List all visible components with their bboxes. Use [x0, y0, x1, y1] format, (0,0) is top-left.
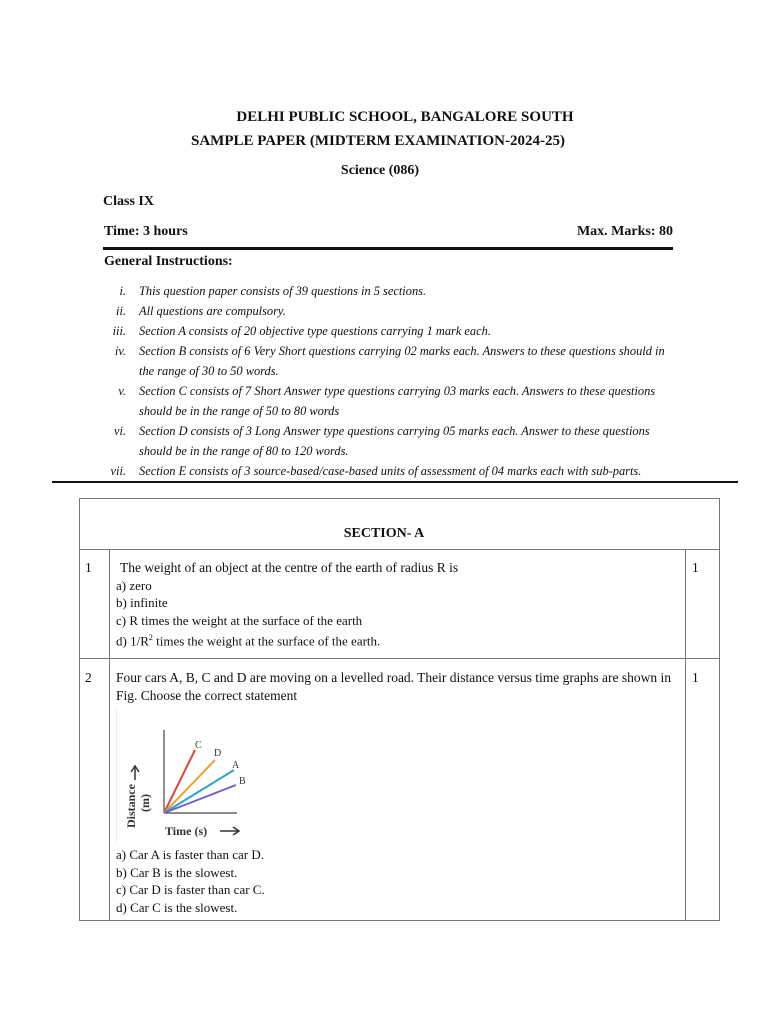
y-axis-title: Distance	[124, 784, 138, 828]
instruction-item	[100, 381, 680, 421]
section-divider	[52, 481, 738, 483]
instruction-text: Section D consists of 3 Long Answer type questions carrying 05 marks each. Answer to these questions should be in the range of 80 to 120 words.	[139, 424, 650, 458]
question-1	[116, 559, 676, 650]
instruction-text: All questions are compulsory.	[139, 304, 286, 318]
table-col-divider	[685, 549, 686, 921]
question-marks: 1	[692, 670, 699, 685]
instruction-number: vi.	[113, 424, 126, 438]
instruction-text: Section E consists of 3 source-based/case-based units of assessment of 04 marks each with sub-parts.	[139, 464, 642, 478]
option-d: d) Car C is the slowest.	[116, 899, 238, 915]
option-c: c) Car D is faster than car C.	[116, 882, 265, 897]
y-axis-unit-text: (m)	[138, 794, 152, 812]
instruction-text: Section A consists of 20 objective type questions carrying 1 mark each.	[139, 324, 491, 338]
instruction-text: This question paper consists of 39 questions in 5 sections.	[139, 284, 427, 298]
header-divider	[103, 247, 673, 250]
y-axis-unit	[138, 794, 152, 812]
table-col-divider	[109, 549, 110, 921]
table-row-divider	[79, 658, 720, 659]
option-d-prefix: d) 1/R	[116, 633, 149, 649]
option-b: b) infinite	[116, 595, 168, 610]
section-title: SECTION- A	[343, 526, 425, 541]
instruction-item	[100, 281, 680, 301]
instruction-number: v.	[118, 384, 126, 398]
class-label: Class IX	[103, 194, 154, 209]
instruction-item	[100, 301, 680, 321]
option-a: a) Car A is faster than car D.	[116, 847, 265, 862]
instructions-list	[100, 281, 680, 481]
instruction-item	[100, 341, 680, 381]
instruction-text: Section C consists of 7 Short Answer type questions carrying 03 marks each. Answers to these questions should be in the range of 50 to 80 words	[139, 384, 656, 418]
question-text: The weight of an object at the centre of the earth of radius R is	[120, 560, 459, 575]
instruction-number: iii.	[112, 324, 126, 338]
question-marks: 1	[692, 560, 699, 575]
instruction-number: i.	[119, 284, 126, 298]
option-b: b) Car B is the slowest.	[116, 864, 238, 880]
school-name: DELHI PUBLIC SCHOOL, BANGALORE SOUTH	[236, 109, 574, 125]
label-c: C	[195, 740, 202, 751]
max-marks-label: Max. Marks: 80	[576, 224, 673, 239]
option-d-exponent: 2	[148, 633, 153, 642]
label-d: D	[214, 748, 222, 759]
instruction-item	[100, 421, 680, 461]
subject-title: Science (086)	[340, 163, 420, 178]
y-axis-label	[124, 783, 138, 828]
question-2-options	[116, 846, 676, 916]
time-label: Time: 3 hours	[104, 224, 188, 239]
instruction-number: ii.	[116, 304, 126, 318]
question-number: 1	[85, 560, 92, 575]
label-a: A	[232, 760, 240, 771]
option-d-suffix: times the weight at the surface of the earth.	[152, 633, 381, 649]
option-d	[116, 629, 676, 650]
option-c: c) R times the weight at the surface of the earth	[116, 612, 363, 628]
instruction-text: Section B consists of 6 Very Short questions carrying 02 marks each. Answers to these questions should in the range of 30 to 50 words.	[139, 344, 665, 378]
label-b: B	[239, 776, 246, 787]
distance-time-graph	[116, 708, 263, 842]
paper-title: SAMPLE PAPER (MIDTERM EXAMINATION-2024-25)	[190, 133, 565, 149]
question-text: Four cars A, B, C and D are moving on a levelled road. Their distance versus time graphs are shown in Fig. Choose the correct statement	[116, 670, 671, 703]
option-a: a) zero	[116, 577, 152, 593]
graph-svg	[117, 708, 263, 842]
instruction-number: iv.	[114, 344, 126, 358]
instructions-title: General Instructions:	[104, 254, 233, 269]
instruction-item	[100, 461, 680, 481]
question-number: 2	[85, 670, 92, 685]
instruction-number: vii.	[110, 464, 126, 478]
x-axis-title: Time (s)	[165, 824, 208, 838]
instruction-item	[100, 321, 680, 341]
table-row-divider	[79, 549, 720, 550]
